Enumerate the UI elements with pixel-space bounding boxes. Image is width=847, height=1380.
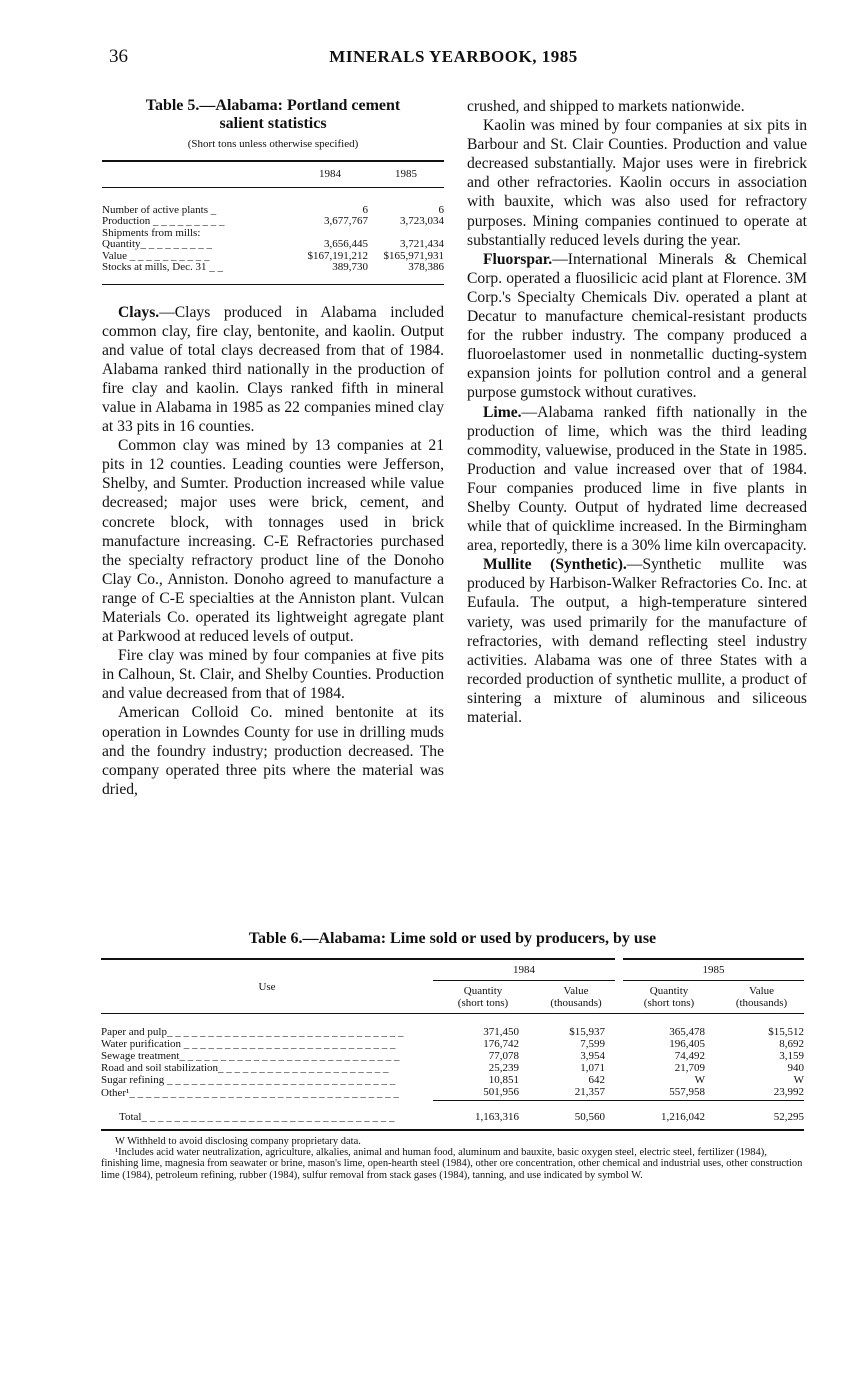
section-head-mullite: Mullite (Synthetic). [483, 556, 627, 574]
table5-title [102, 97, 444, 133]
paragraph-lime: Lime.—Alabama ranked fifth nationally in the production of lime, which was the third leading commodity, valuewise, produced in the State in 1985. Production and value increased over that of 1984. Four companies produced lime in five plants in Shelby County. Output of hydrated lime decreased while that of quicklime increased. In the Birmingham area, reportedly, there is a 30% lime kiln overcapacity. [467, 403, 807, 555]
section-head-clays: Clays. [118, 303, 160, 321]
table-row: Production _ _ _ _ _ _ _ _ _ 3,677,767 3,723,034 [102, 215, 444, 227]
left-body-text [102, 303, 444, 799]
running-title: MINERALS YEARBOOK, 1985 [329, 47, 578, 66]
table5-title-line1: Table 5.—Alabama: Portland cement [145, 97, 401, 114]
table5 [102, 160, 444, 285]
table6-footnotes [101, 1136, 804, 1181]
table5-col-1984: 1984 [292, 161, 368, 187]
table-row: Sugar refining _ _ _ _ _ _ _ _ _ _ _ _ _ _ _ _ _ _ _ _ _ _ _ _ _ _ _ _ 10,851 642 W W [101, 1074, 804, 1086]
paragraph-common-clay: Common clay was mined by 13 companies at 21 pits in 12 counties. Leading counties were Jefferson, Shelby, and Sumter. Production increased while value decreased; major uses were brick, cement, and concrete block, with tonnages used in brick manufacture increasing. C-E Refractories purchased the specialty refractory product line of the Donoho Clay Co., Anniston. Donoho agreed to manufacture a range of C-E specialties at the Anniston plant. Vulcan Materials Co. operated its lightweight agregate plant at Parkwood at reduced levels of output. [102, 437, 444, 646]
table6-val-header-1984: Value (thousands) [533, 981, 619, 1014]
paragraph-bentonite: American Colloid Co. mined bentonite at its operation in Lowndes County for use in drilling muds and the foundry industry; production decreased. The company operated three pits where the material was dried, [102, 704, 444, 798]
paragraph-kaolin: Kaolin was mined by four companies at six pits in Barbour and St. Clair Counties. Production and value decreased substantially. Major uses were in firebrick and other refractories. Kaolin occurs in association with bauxite, which was also used for refractory purposes. Mining companies continued to operate at substantially reduced levels during the year. [467, 117, 807, 249]
table-row: Shipments from mills: [102, 226, 201, 239]
table-row: Water purification _ _ _ _ _ _ _ _ _ _ _ _ _ _ _ _ _ _ _ _ _ _ _ _ _ _ 176,742 7,599 196,405 8,692 [101, 1038, 804, 1050]
table5-col-1985: 1985 [368, 161, 444, 187]
table6-title: Table 6.—Alabama: Lime sold or used by producers, by use [248, 930, 657, 947]
table-row: Paper and pulp_ _ _ _ _ _ _ _ _ _ _ _ _ _ _ _ _ _ _ _ _ _ _ _ _ _ _ _ _ 371,450 $15,937 365,478 $15,512 [101, 1026, 804, 1038]
paragraph-continued: crushed, and shipped to markets nationwide. [467, 98, 745, 115]
right-column [467, 97, 807, 727]
table-row: Stocks at mills, Dec. 31 _ _ 389,730 378,386 [102, 262, 444, 284]
table6-year-1984: 1984 [433, 959, 619, 981]
table6-val-header-1985: Value (thousands) [719, 981, 804, 1014]
table6-qty-header-1985: Quantity (short tons) [619, 981, 719, 1014]
table-row: Road and soil stabilization_ _ _ _ _ _ _ _ _ _ _ _ _ _ _ _ _ _ _ _ _ 25,239 1,071 21,709 940 [101, 1062, 804, 1074]
table-row-total: Total_ _ _ _ _ _ _ _ _ _ _ _ _ _ _ _ _ _ _ _ _ _ _ _ _ _ _ _ _ _ _ 1,163,316 50,560 1,216,042 52,295 [101, 1101, 804, 1131]
table6-qty-header-1984: Quantity (short tons) [433, 981, 533, 1014]
section-head-lime: Lime. [483, 403, 522, 421]
left-column [102, 97, 444, 799]
paragraph-mullite: Mullite (Synthetic).—Synthetic mullite was produced by Harbison-Walker Refractories Co. Inc. at Eufaula. The output, a high-temperature sintered variety, was used primarily for the manufacture of refractories, with demand reflecting steel industry activities. Alabama was one of three States with a recorded production of synthetic mullite, a product of sintering a mixture of aluminous and siliceous material. [467, 556, 807, 726]
table6-year-1985: 1985 [619, 959, 804, 981]
section-head-fluorspar: Fluorspar. [483, 250, 553, 268]
table-row: Quantity_ _ _ _ _ _ _ _ _ 3,656,445 3,721,434 [102, 238, 444, 250]
table5-subtitle: (Short tons unless otherwise specified) [187, 138, 359, 150]
paragraph-clays: Clays.—Clays produced in Alabama included common clay, fire clay, bentonite, and kaolin. Output and value of total clays decreased from that of 1984. Alabama ranked third nationally in the production of fire clay and kaolin. Clays ranked fifth in mineral value in Alabama in 1985 as 22 companies mined clay at 33 pits in 16 counties. [102, 303, 444, 436]
table-row: Sewage treatment_ _ _ _ _ _ _ _ _ _ _ _ _ _ _ _ _ _ _ _ _ _ _ _ _ _ _ 77,078 3,954 74,492 3,159 [101, 1050, 804, 1062]
table6-section [101, 930, 804, 1181]
table-row: Value _ _ _ _ _ _ _ _ _ _ $167,191,212 $165,971,931 [102, 249, 444, 262]
footnote-1: ¹Includes acid water neutralization, agriculture, alkalies, animal and human food, aluminum and bauxite, basic oxygen steel, electric steel, fertilizer (1984), finishing lime, magnesia from seawater or brine, mason's lime, open-hearth steel (1984), other ore concentration, other chemical and industrial uses, other construction lime (1984), petroleum refining, rubber (1984), sulfur removal from stack gases (1984), tanning, and use indicated by symbol W. [101, 1147, 803, 1181]
table-row: Number of active plants _ 6 6 [102, 203, 444, 216]
table-row: Other¹_ _ _ _ _ _ _ _ _ _ _ _ _ _ _ _ _ _ _ _ _ _ _ _ _ _ _ _ _ _ _ _ _ 501,956 21,357 557,958 23,992 [101, 1086, 804, 1100]
table5-title-line2: salient statistics [219, 115, 327, 132]
page-number: 36 [109, 46, 128, 67]
paragraph-fluorspar: Fluorspar.—International Minerals & Chemical Corp. operated a fluosilicic acid plant at Florence. 3M Corp.'s Specialty Chemicals Div. operated a plant at Decatur to manufacture chemical-resistant products for the rubber industry. The company produced a fluoroelastomer used in nonmetallic ducting-system expansion joints for pollution control and a general purpose gumstock without curatives. [467, 250, 807, 402]
footnote-w: W Withheld to avoid disclosing company proprietary data. [115, 1136, 361, 1147]
paragraph-fire-clay: Fire clay was mined by four companies at five pits in Calhoun, St. Clair, and Shelby Counties. Production and value decreased from that of 1984. [102, 647, 444, 703]
table6-use-header: Use [101, 959, 433, 1014]
table6 [101, 958, 804, 1131]
